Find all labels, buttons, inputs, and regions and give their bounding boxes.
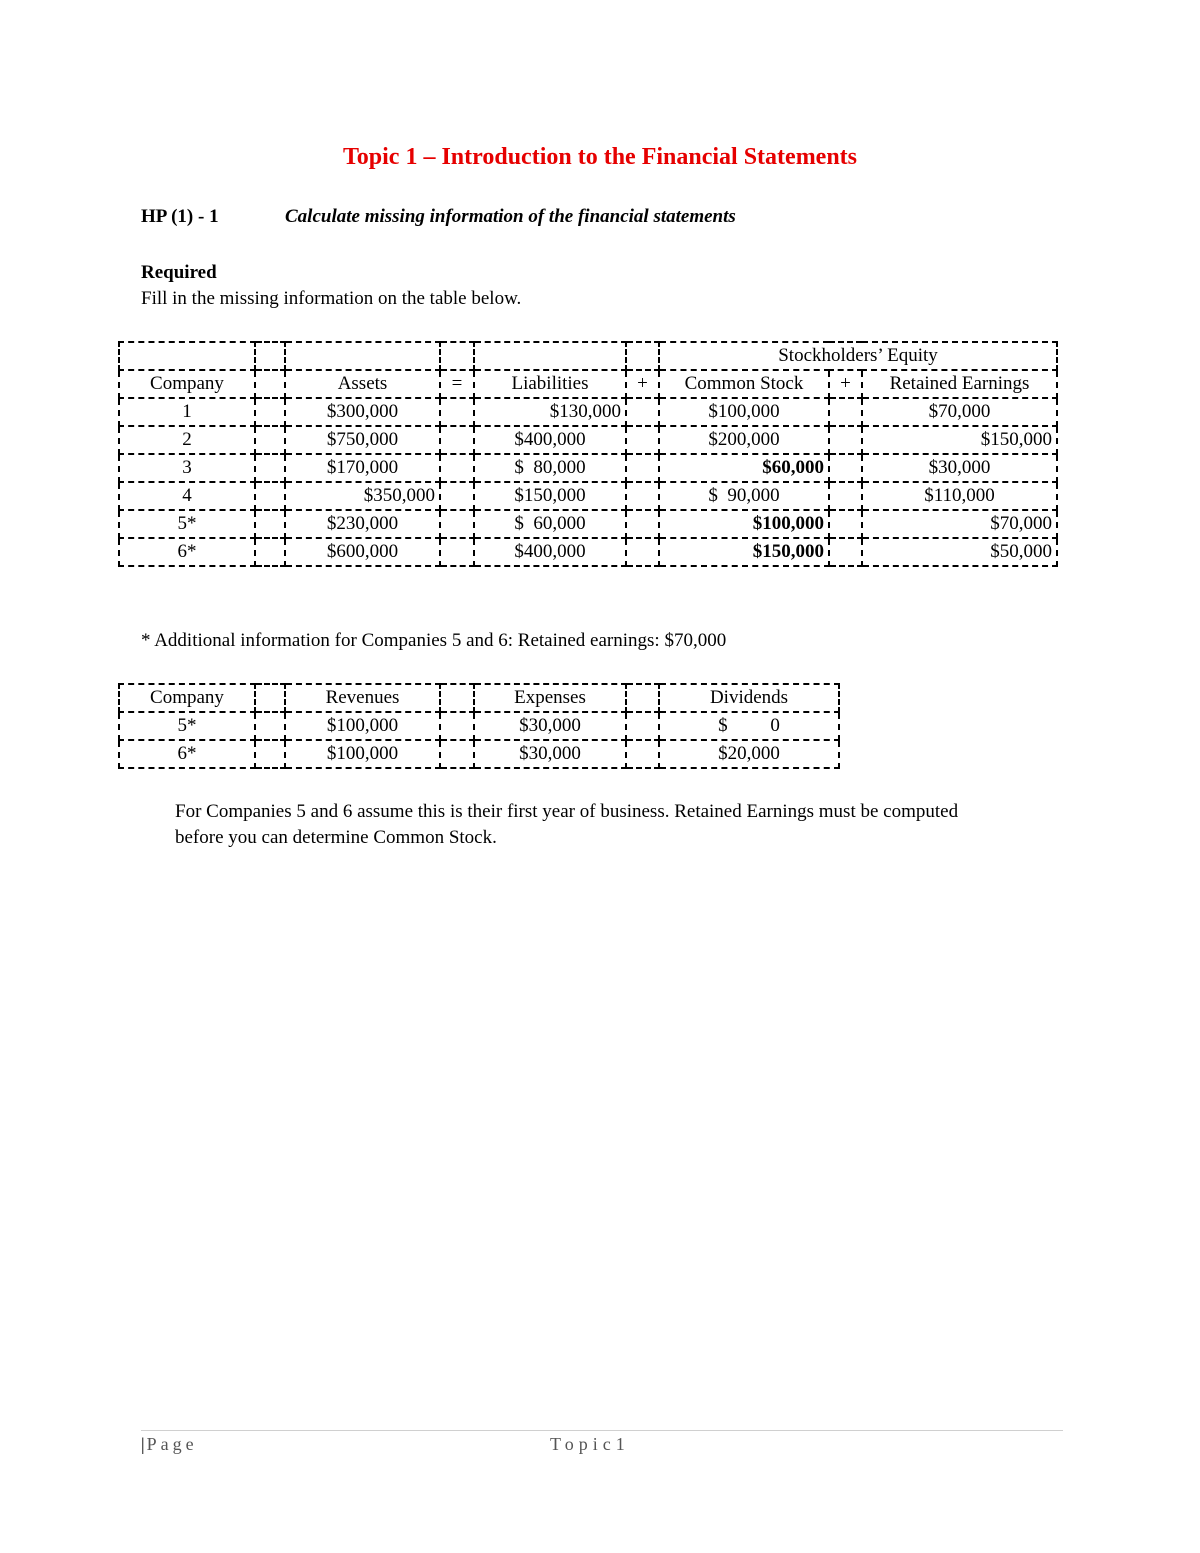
empty-cell bbox=[440, 342, 474, 370]
column-header-company: Company bbox=[119, 370, 255, 398]
empty-cell bbox=[626, 426, 659, 454]
empty-cell bbox=[626, 482, 659, 510]
empty-cell bbox=[626, 454, 659, 482]
common-stock-cell: $ 90,000 bbox=[659, 482, 829, 510]
retained-earnings-cell: $30,000 bbox=[862, 454, 1057, 482]
company-cell: 4 bbox=[119, 482, 255, 510]
company-cell: 1 bbox=[119, 398, 255, 426]
table-row bbox=[119, 426, 1057, 454]
empty-cell bbox=[119, 342, 255, 370]
note-paragraph: For Companies 5 and 6 assume this is their first year of business. Retained Earnings must be computed before you can determine Common Stock. bbox=[175, 801, 959, 848]
column-header-retained-earnings: Retained Earnings bbox=[862, 370, 1057, 398]
column-header-liabilities: Liabilities bbox=[474, 370, 626, 398]
retained-earnings-cell: $150,000 bbox=[862, 426, 1057, 454]
empty-cell bbox=[829, 538, 862, 566]
revenues-cell: $100,000 bbox=[285, 712, 440, 740]
problem-description: Calculate missing information of the financial statements bbox=[285, 206, 736, 227]
company-cell: 5* bbox=[119, 712, 255, 740]
problem-label: HP (1) - 1 bbox=[141, 206, 219, 227]
table-row bbox=[119, 398, 1057, 426]
empty-cell bbox=[255, 712, 285, 740]
empty-cell bbox=[626, 712, 659, 740]
empty-cell bbox=[255, 482, 285, 510]
liabilities-cell: $ 60,000 bbox=[474, 510, 626, 538]
revenues-cell: $100,000 bbox=[285, 740, 440, 768]
stockholders-equity-header: Stockholders’ Equity bbox=[659, 342, 1057, 370]
empty-cell bbox=[255, 538, 285, 566]
empty-cell bbox=[440, 538, 474, 566]
empty-cell bbox=[440, 684, 474, 712]
company-cell: 5* bbox=[119, 510, 255, 538]
column-header-dividends: Dividends bbox=[659, 684, 839, 712]
expenses-cell: $30,000 bbox=[474, 712, 626, 740]
footer-topic-label: Topic1 bbox=[550, 1434, 630, 1454]
equals-sign: = bbox=[440, 370, 474, 398]
table-row bbox=[119, 538, 1057, 566]
required-heading: Required bbox=[141, 262, 217, 283]
column-header-expenses: Expenses bbox=[474, 684, 626, 712]
company-cell: 3 bbox=[119, 454, 255, 482]
empty-cell bbox=[829, 510, 862, 538]
assets-cell: $230,000 bbox=[285, 510, 440, 538]
additional-information: * Additional information for Companies 5 and 6: Retained earnings: $70,000 bbox=[141, 630, 727, 651]
common-stock-cell: $200,000 bbox=[659, 426, 829, 454]
company-cell: 6* bbox=[119, 740, 255, 768]
instruction-text: Fill in the missing information on the table below. bbox=[141, 288, 522, 309]
empty-cell bbox=[255, 510, 285, 538]
accounting-equation-table bbox=[118, 341, 1058, 567]
empty-cell bbox=[255, 426, 285, 454]
empty-cell bbox=[255, 454, 285, 482]
assets-cell: $750,000 bbox=[285, 426, 440, 454]
footer-divider bbox=[141, 1430, 1063, 1431]
footer-page-text: Page bbox=[146, 1434, 198, 1454]
company-cell: 6* bbox=[119, 538, 255, 566]
retained-earnings-cell: $70,000 bbox=[862, 510, 1057, 538]
empty-cell bbox=[626, 538, 659, 566]
assets-cell: $300,000 bbox=[285, 398, 440, 426]
empty-cell bbox=[474, 342, 626, 370]
empty-cell bbox=[829, 482, 862, 510]
empty-cell bbox=[829, 454, 862, 482]
empty-cell bbox=[440, 740, 474, 768]
retained-earnings-cell: $50,000 bbox=[862, 538, 1057, 566]
dividends-cell: $20,000 bbox=[659, 740, 839, 768]
liabilities-cell: $ 80,000 bbox=[474, 454, 626, 482]
liabilities-cell: $400,000 bbox=[474, 538, 626, 566]
assets-cell: $600,000 bbox=[285, 538, 440, 566]
empty-cell bbox=[440, 482, 474, 510]
common-stock-cell: $100,000 bbox=[659, 510, 829, 538]
assets-cell: $350,000 bbox=[285, 482, 440, 510]
retained-earnings-cell: $70,000 bbox=[862, 398, 1057, 426]
empty-cell bbox=[829, 398, 862, 426]
empty-cell bbox=[626, 342, 659, 370]
liabilities-cell: $130,000 bbox=[474, 398, 626, 426]
empty-cell bbox=[440, 426, 474, 454]
empty-cell bbox=[255, 740, 285, 768]
empty-cell bbox=[829, 426, 862, 454]
empty-cell bbox=[626, 684, 659, 712]
table-row bbox=[119, 712, 839, 740]
empty-cell bbox=[285, 342, 440, 370]
column-header-assets: Assets bbox=[285, 370, 440, 398]
footer-bar: | bbox=[141, 1434, 145, 1454]
table-row bbox=[119, 510, 1057, 538]
column-header-common-stock: Common Stock bbox=[659, 370, 829, 398]
assets-cell: $170,000 bbox=[285, 454, 440, 482]
empty-cell bbox=[255, 342, 285, 370]
group-header-row bbox=[119, 342, 1057, 370]
page-title: Topic 1 – Introduction to the Financial Statements bbox=[342, 144, 858, 170]
empty-cell bbox=[255, 370, 285, 398]
table-row bbox=[119, 740, 839, 768]
table-row bbox=[119, 482, 1057, 510]
empty-cell bbox=[440, 398, 474, 426]
retained-earnings-cell: $110,000 bbox=[862, 482, 1057, 510]
column-header-company: Company bbox=[119, 684, 255, 712]
dividends-cell: $ 0 bbox=[659, 712, 839, 740]
empty-cell bbox=[255, 398, 285, 426]
empty-cell bbox=[440, 510, 474, 538]
empty-cell bbox=[626, 398, 659, 426]
column-header-row bbox=[119, 684, 839, 712]
empty-cell bbox=[626, 740, 659, 768]
empty-cell bbox=[626, 510, 659, 538]
company-cell: 2 bbox=[119, 426, 255, 454]
common-stock-cell: $60,000 bbox=[659, 454, 829, 482]
plus-sign: + bbox=[829, 370, 862, 398]
common-stock-cell: $100,000 bbox=[659, 398, 829, 426]
empty-cell bbox=[440, 454, 474, 482]
table-row bbox=[119, 454, 1057, 482]
footer-page-label bbox=[141, 1434, 198, 1455]
plus-sign: + bbox=[626, 370, 659, 398]
liabilities-cell: $400,000 bbox=[474, 426, 626, 454]
liabilities-cell: $150,000 bbox=[474, 482, 626, 510]
empty-cell bbox=[255, 684, 285, 712]
common-stock-cell: $150,000 bbox=[659, 538, 829, 566]
companies-5-6-table bbox=[118, 683, 840, 769]
empty-cell bbox=[440, 712, 474, 740]
column-header-revenues: Revenues bbox=[285, 684, 440, 712]
column-header-row bbox=[119, 370, 1057, 398]
expenses-cell: $30,000 bbox=[474, 740, 626, 768]
